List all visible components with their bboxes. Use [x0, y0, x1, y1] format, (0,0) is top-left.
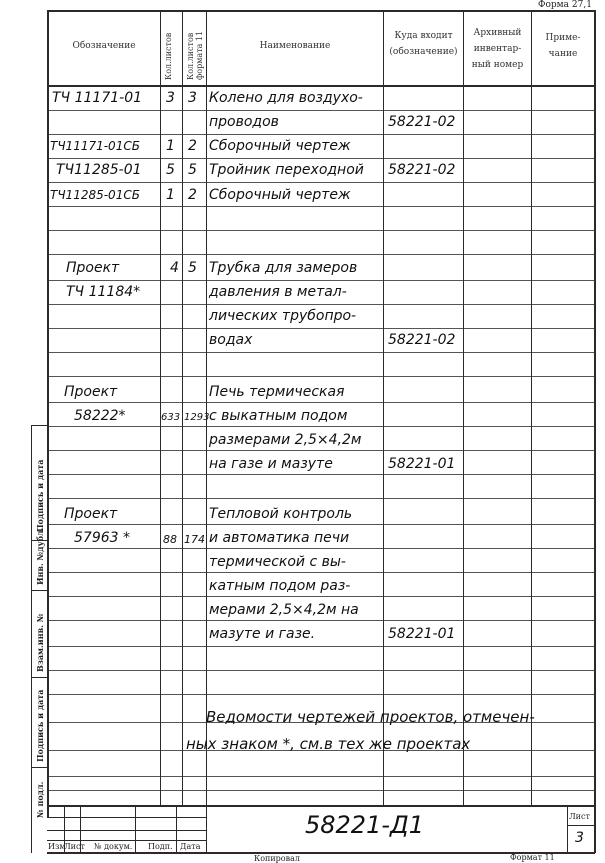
- table-row-line: [47, 548, 595, 549]
- cell-name: Тройник переходной: [209, 162, 364, 178]
- cell-qty-format: 3: [188, 90, 197, 106]
- cell-designation: 57963 *: [74, 530, 130, 546]
- table-row-line: [47, 304, 595, 305]
- cell-where-used: 58221-02: [388, 162, 456, 178]
- table-row-line: [47, 110, 595, 111]
- cell-designation: 58222*: [74, 408, 126, 424]
- header-where-used-2: (обозначение): [389, 47, 458, 57]
- cell-designation: Проект: [64, 506, 118, 522]
- cell-where-used: 58221-01: [388, 456, 456, 472]
- cell-name: мерами 2,5×4,2м на: [209, 602, 359, 618]
- cell-qty: 1: [166, 187, 175, 203]
- side-label-inv-dupl: Инв. №дубл.: [35, 527, 45, 585]
- cell-name: Тепловой контроль: [209, 506, 353, 522]
- document-code: 58221-Д1: [305, 811, 425, 839]
- table-row-line: [47, 158, 595, 159]
- table-row-line: [47, 426, 595, 427]
- cell-name: размерами 2,5×4,2м: [209, 432, 362, 448]
- table-row-line: [47, 620, 595, 621]
- cell-designation: Проект: [66, 260, 120, 276]
- table-row-line: [47, 474, 595, 475]
- header-qty-sheets-format: Кол.листов формата 11: [186, 30, 204, 80]
- format-label: Формат 11: [510, 853, 555, 862]
- header-archive-3: ный номер: [471, 60, 524, 70]
- header-name: Наименование: [259, 41, 331, 51]
- cell-qty: 3: [166, 90, 175, 106]
- header-designation: Обозначение: [72, 41, 136, 51]
- cell-qty: 1: [166, 138, 175, 154]
- table-row-line: [47, 328, 595, 329]
- cell-name: водах: [209, 332, 253, 348]
- header-note-2: чание: [548, 49, 578, 59]
- cell-qty: 633: [161, 412, 181, 423]
- cell-designation: ТЧ11285-01СБ: [50, 188, 140, 202]
- title-col-date: Дата: [180, 842, 201, 851]
- cell-name: с выкатным подом: [209, 408, 348, 424]
- cell-name: катным подом раз-: [209, 578, 351, 594]
- cell-name: лических трубопро-: [209, 308, 357, 324]
- table-row-line: [47, 646, 595, 647]
- cell-name: Колено для воздухо-: [209, 90, 363, 106]
- cell-name: Трубка для замеров: [209, 260, 358, 276]
- sheet-label: Лист: [569, 812, 590, 821]
- title-col-doc: № докум.: [94, 842, 133, 851]
- table-row-line: [47, 182, 595, 183]
- table-row-line: [47, 596, 595, 597]
- table-row-line: [47, 206, 595, 207]
- cell-designation: ТЧ 11184*: [66, 284, 141, 300]
- table-row-line: [47, 776, 595, 777]
- cell-qty-format: 2: [188, 187, 197, 203]
- header-archive-1: Архивный: [473, 28, 522, 38]
- title-col-sheet: Лист: [64, 842, 85, 851]
- header-qty-sheets: Кол.листов: [164, 32, 173, 80]
- table-row-line: [47, 670, 595, 671]
- table-row-line: [47, 280, 595, 281]
- cell-where-used: 58221-01: [388, 626, 456, 642]
- cell-name: Печь термическая: [209, 384, 345, 400]
- side-label-sign-date-2: Подпись и дата: [35, 689, 45, 762]
- cell-name: термической с вы-: [209, 554, 346, 570]
- table-row-line: [47, 524, 595, 525]
- footnote-line-1: Ведомости чертежей проектов, отмечен-: [206, 708, 535, 726]
- table-row-line: [47, 498, 595, 499]
- table-row-line: [47, 254, 595, 255]
- table-row-line: [47, 376, 595, 377]
- cell-where-used: 58221-02: [388, 114, 456, 130]
- table-row-line: [47, 694, 595, 695]
- cell-qty-format: 5: [188, 260, 197, 276]
- cell-where-used: 58221-02: [388, 332, 456, 348]
- header-archive-2: инвентар-: [473, 44, 522, 54]
- cell-qty: 4: [170, 260, 179, 276]
- cell-designation: ТЧ11285-01: [56, 162, 142, 178]
- form-label: Форма 27,1: [538, 0, 592, 10]
- cell-name: на газе и мазуте: [209, 456, 333, 472]
- cell-name: мазуте и газе.: [209, 626, 316, 642]
- table-row-line: [47, 352, 595, 353]
- cell-qty: 5: [166, 162, 175, 178]
- footnote-line-2: ных знаком *, см.в тех же проектах: [186, 735, 471, 753]
- table-row-line: [47, 402, 595, 403]
- cell-qty-format: 174: [184, 533, 205, 546]
- table-row-line: [47, 230, 595, 231]
- cell-qty: 88: [163, 533, 177, 546]
- title-col-sign: Подп.: [148, 842, 173, 851]
- cell-qty-format: 2: [188, 138, 197, 154]
- cell-name: Сборочный чертеж: [209, 187, 351, 203]
- cell-designation: Проект: [64, 384, 118, 400]
- table-row-line: [47, 572, 595, 573]
- cell-qty-format: 5: [188, 162, 197, 178]
- cell-name: давления в метал-: [209, 284, 347, 300]
- header-where-used-1: Куда входит: [394, 31, 453, 41]
- cell-designation: ТЧ 11171-01: [52, 90, 143, 106]
- cell-designation: ТЧ11171-01СБ: [50, 139, 140, 153]
- table-row-line: [47, 134, 595, 135]
- cell-name: и автоматика печи: [209, 530, 350, 546]
- cell-name: проводов: [209, 114, 279, 130]
- title-col-change: Изм: [48, 842, 66, 851]
- header-note-1: Приме-: [545, 33, 581, 43]
- cell-qty-format: 1293: [184, 412, 210, 423]
- copied-label: Копировал: [254, 854, 300, 863]
- side-label-sign-date: Подпись и дата: [35, 459, 45, 532]
- sheet-number: 3: [575, 830, 584, 846]
- cell-name: Сборочный чертеж: [209, 138, 351, 154]
- table-row-line: [47, 450, 595, 451]
- table-row-line: [47, 790, 595, 791]
- side-label-orig-no: № подл.: [35, 781, 45, 818]
- side-label-replace-inv: Взам.инв. №: [35, 613, 45, 672]
